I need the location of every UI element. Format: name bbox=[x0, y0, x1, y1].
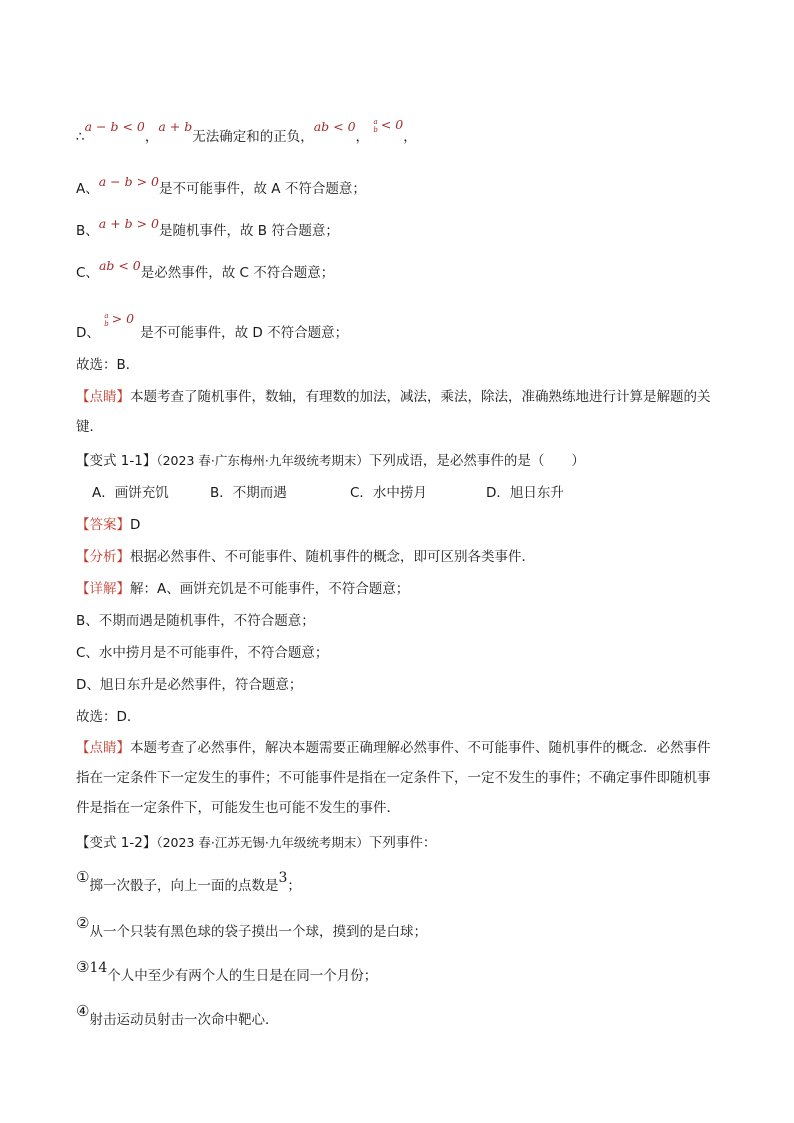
answer: 【答案】D bbox=[76, 517, 141, 533]
math-a-plus-b: a + b bbox=[158, 119, 193, 134]
line-a: A、a − b > 0是不可能事件，故 A 不符合题意； bbox=[76, 174, 366, 197]
math-ab-lt0: ab < 0 bbox=[313, 119, 356, 134]
math-a-minus-b-gt0: a − b > 0 bbox=[98, 174, 159, 189]
item-3: ③14个人中至少有两个人的生日是在同一个月份； bbox=[76, 958, 378, 984]
intro-text: 无法确定和的正负， bbox=[192, 129, 314, 145]
math-a-plus-b-gt0: a + b > 0 bbox=[98, 216, 160, 231]
therefore-line: ∴a − b < 0，a + b无法确定和的正负，ab < 0， a b < 0， bbox=[76, 117, 417, 145]
detail-d: D、旭日东升是必然事件，符合题意； bbox=[76, 677, 303, 693]
comment-1: 【点睛】本题考查了随机事件，数轴，有理数的加法，减法，乘法，除法，准确熟练地进行计算是解题的关键． bbox=[76, 389, 711, 435]
line-b: B、a + b > 0是随机事件，故 B 符合题意； bbox=[76, 216, 339, 239]
item-4: ④射击运动员射击一次命中靶心． bbox=[76, 1002, 279, 1028]
math-a-minus-b-lt0: a − b < 0 bbox=[84, 119, 145, 134]
math-frac-lt0: a b < 0 bbox=[373, 117, 404, 134]
detail-c: C、水中捞月是不可能事件，不符合题意； bbox=[76, 645, 329, 661]
choose-b: 故选：B． bbox=[76, 357, 140, 373]
math-frac-gt0: a b > 0 bbox=[104, 311, 135, 328]
options-1: A．画饼充饥 B．不期而遇 C．水中捞月 D．旭日东升 bbox=[92, 485, 564, 501]
detail: 【详解】解：A、画饼充饥是不可能事件，不符合题意； bbox=[76, 581, 410, 597]
line-d: D、 a b > 0是不可能事件，故 D 不符合题意； bbox=[76, 311, 349, 341]
therefore-symbol: ∴ bbox=[76, 129, 85, 145]
detail-b: B、不期而遇是随机事件，不符合题意； bbox=[76, 613, 315, 629]
item-2: ②从一个只装有黑色球的袋子摸出一个球，摸到的是白球； bbox=[76, 914, 427, 940]
choose-d: 故选：D． bbox=[76, 709, 141, 725]
item-1: ①掷一次骰子，向上一面的点数是3； bbox=[76, 868, 301, 894]
line-c: C、ab < 0是必然事件，故 C 不符合题意； bbox=[76, 258, 335, 281]
analysis: 【分析】根据必然事件、不可能事件、随机事件的概念，即可区别各类事件． bbox=[76, 549, 535, 565]
document-page bbox=[76, 0, 726, 1123]
comment-2: 【点睛】本题考查了必然事件，解决本题需要正确理解必然事件、不可能事件、随机事件的概念．必然事件指在一定条件下一定发生的事件；不可能事件是指在一定条件下，一定不发生的事件；不确定事件即随机事件是指在一定条件下，可能发生也可能不发生的事件． bbox=[76, 740, 711, 816]
variant-1-1: 【变式 1-1】（2023 春·广东梅州·九年级统考期末）下列成语，是必然事件的是（ ） bbox=[76, 453, 585, 469]
variant-1-2: 【变式 1-2】（2023 春·江苏无锡·九年级统考期末）下列事件： bbox=[76, 835, 437, 851]
math-ab-lt0-c: ab < 0 bbox=[98, 258, 141, 273]
